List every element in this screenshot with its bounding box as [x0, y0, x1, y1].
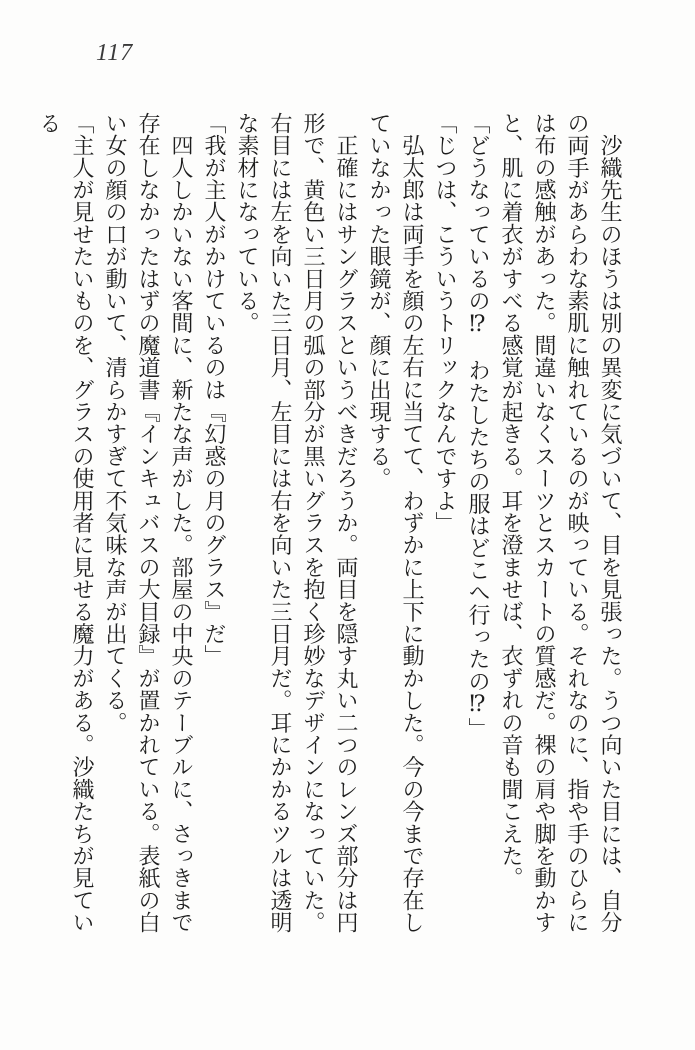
paragraph-narration: 四人しかいない客間に、新たな声がした。部屋の中央のテーブルに、さっきまで存在しなかったはずの魔道書『インキュバスの大目録』が置かれている。表紙の白い女の顔の口が動いて、清らかすぎて不気味な声が出てくる。 — [103, 112, 194, 934]
paragraph-dialogue: 「じつは、こういうトリックなんですよ」 — [433, 112, 458, 534]
paragraph-narration: 沙織先生のほうは別の異変に気づいて、目を見張った。うつ向いた目には、自分の両手があらわな素肌に触れているのが映っている。それなのに、指や手のひらには布の感触があった。間違いなくスーツとスカートの質感だ。裸の肩や脚を動かすと、肌に着衣がすべる感覚が起きる。耳を澄ませば、衣ずれの音も聞こえた。 — [499, 112, 623, 934]
body-text — [33, 112, 627, 952]
paragraph-dialogue: 「我が主人がかけているのは『幻惑の月のグラス』だ」 — [202, 112, 227, 667]
paragraph-dialogue: 「主人が見せたいものを、グラスの使用者に見せる魔力がある。沙織たちが見ている — [37, 112, 95, 934]
paragraph-narration: 正確にはサングラスというべきだろうか。両目を隠す丸い二つのレンズ部分は円形で、黄色い三日月の弧の部分が黒いグラスを抱く珍妙なデザインになっていた。右目には左を向いた三日月、左目には右を向いた三日月だ。耳にかかるツルは透明な素材になっている。 — [235, 112, 359, 934]
paragraph-dialogue: 「どうなっているの⁉ わたしたちの服はどこへ行ったの⁉」 — [466, 112, 491, 740]
page-number: 117 — [96, 40, 134, 66]
paragraph-narration: 弘太郎は両手を顔の左右に当てて、わずかに上下に動かした。今の今まで存在していなかった眼鏡が、顔に出現する。 — [367, 112, 425, 934]
